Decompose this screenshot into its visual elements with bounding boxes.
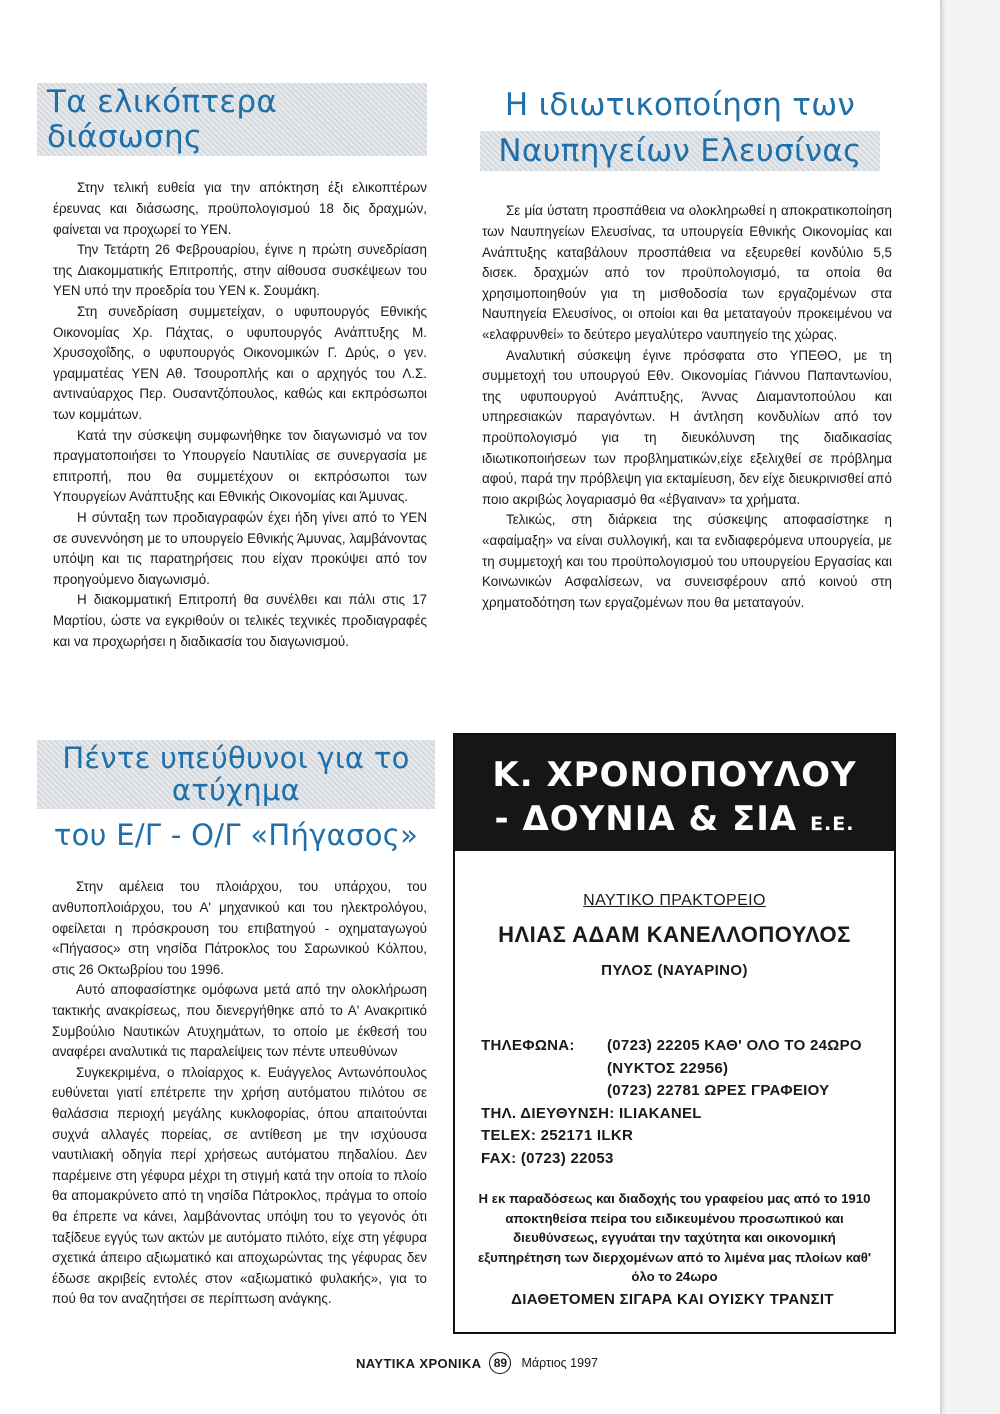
advert-agent-name: ΗΛΙΑΣ ΑΔΑΜ ΚΑΝΕΛΛΟΠΟΥΛΟΣ (498, 922, 851, 947)
footer-magazine-name: ΝΑΥΤΙΚΑ ΧΡΟΝΙΚΑ (356, 1355, 482, 1371)
paragraph: Στην αμέλεια του πλοιάρχου, του υπάρχου, του ανθυποπλοιάρχου, του Α' μηχανικού και του ηλεκτρολόγου, οφείλεται η πρόσκρουση του επιβατηγού - οχηματαγωγού «Πήγασος» στη νησίδα Πάτροκλος του Σαρωνικού Κόλπου, στις 26 Οκτωβρίου του 1996. (52, 879, 427, 977)
article-helicopters-title: Τα ελικόπτερα διάσωσης (37, 83, 427, 156)
shipping-agency-advert (453, 733, 896, 1334)
paragraph: Κατά την σύσκεψη συμφωνήθηκε τον διαγωνισμό να τον πραγματοποιήσει το Υπουργείο Ναυτιλίας σε συνεργασία με επιτροπή, που θα συμμετέχουν οι εκπρόσωποι των Υπουργείων Ανάπτυξης και Εθνικής Οικονομίας και Άμυνας. (53, 427, 427, 505)
paragraph: Στην τελική ευθεία για την απόκτηση έξι ελικοπτέρων έρευνας και διάσωσης, προϋπολογισμού 18 δις δραχμών, φαίνεται να προχωρεί το ΥΕΝ. (53, 180, 427, 237)
advert-phone3: (0723) 22781 ΩΡΕΣ ΓΡΑΦΕΙΟΥ (607, 1082, 830, 1099)
advert-phone1: (0723) 22205 ΚΑΘ' ΟΛΟ ΤΟ 24ΩΡΟ (607, 1037, 862, 1054)
advert-company-banner (455, 735, 894, 851)
article-shipyards-body (460, 201, 892, 613)
paragraph: Σε μία ύστατη προσπάθεια να ολοκληρωθεί η αποκρατικοποίηση των Ναυπηγείων Ελευσίνας, τα υπουργεία Εθνικής Οικονομίας και Ανάπτυξης καταβάλουν προσπάθεια να εξευρεθεί κονδύλιο 5,5 δισεκ. δραχμών από τον προϋπολογισμό, τα οποία θα χρησιμοποιηθούν για τη μισθοδοσία των εργαζομένων στα Ναυπηγεία Ελευσίνος, οι οποίοι και θα μεταταγούν προκειμένου να «ελαφρυνθεί» το δεύτερο μεγαλύτερο ναυπηγείο της χώρας. (482, 203, 892, 342)
advert-agency: ΝΑΥΤΙΚΟ ΠΡΑΚΤΟΡΕΙΟ (583, 892, 766, 909)
article-pegasus-title-line1: Πέντε υπεύθυνοι για το ατύχημα (37, 740, 435, 809)
paragraph: Στη συνεδρίαση συμμετείχαν, ο υφυπουργός Εθνικής Οικονομίας Χρ. Πάχτας, ο υφυπουργός Ανάπτυξης Μ. Χρυσοχοΐδης, ο υφυπουργός Οικονομικών Γ. Δρύς, ο γεν. γραμματέας ΥΕΝ Αθ. Τσουροπλής και ο αρχηγός του Λ.Σ. αντιναύαρχος Περ. Ουσαντζόπουλος, καθώς και εκπρόσωποι των κομμάτων. (53, 304, 427, 422)
article-shipyards-title-line1: Η ιδιωτικοποίηση των (504, 87, 856, 123)
footer-page-number: 89 (489, 1352, 511, 1374)
advert-phones-label: ΤΗΛΕΦΩΝΑ: (481, 1037, 575, 1054)
paragraph: Τελικώς, στη διάρκεια της σύσκεψης αποφασίστηκε η «αφαίμαξη» να είναι συλλογική, και τα ενδιαφερόμενα υπουργεία, με τη συμμετοχή και του προϋπολογισμού του υπουργείου Εργασίας και Κοινωνικών Ασφαλίσεων, να συνεισφέρουν από κοινού στη χρηματοδότηση των εργαζομένων που θα μεταταγούν. (482, 512, 892, 610)
article-pegasus (37, 740, 435, 1310)
advert-phone2: (ΝΥΚΤΟΣ 22956) (607, 1059, 729, 1077)
article-shipyards-title-line2: Ναυπηγείων Ελευσίνας (480, 131, 879, 172)
paragraph: Αυτό αποφασίστηκε ομόφωνα μετά από την ολοκλήρωση τακτικής ανακρίσεως, που διενεργήθηκε από το Α' Ανακριτικό Συμβούλιο Ναυτικών Ατυχημάτων, το οποίο με έκθεσή του αναφέρει αναλυτικά τις παραλείψεις των πέντε υπευθύνων (52, 982, 427, 1060)
advert-fax: FAX: (0723) 22053 (481, 1149, 614, 1167)
advert-telex: TELEX: 252171 ILKR (481, 1127, 634, 1144)
paragraph: Η σύνταξη των προδιαγραφών έχει ήδη γίνει από το ΥΕΝ σε συνεννόηση με το υπουργείο Εθνικής Άμυνας, λαμβάνοντας υπόψη και τις παρατηρήσεις που είχαν προκύψει από τον προηγούμενο διαγωνισμό. (53, 509, 427, 587)
advert-company-line1: Κ. ΧΡΟΝΟΠΟΥΛΟΥ (492, 755, 857, 795)
page-footer (356, 1352, 598, 1374)
paragraph: Αναλυτική σύσκεψη έγινε πρόσφατα στο ΥΠΕΘΟ, με τη συμμετοχή του υπουργού Εθν. Οικονομίας Γιάννου Παπαντωνίου, της υφυπουργού Ανάπτυξης, Άννας Διαμαντοπούλου και υπηρεσιακών παραγόντων. Η άντληση κονδυλίων από τον προϋπολογισμό για τη διευκόλυνση της διαδικασίας ιδιωτικοποιήσεων των προβληματικών,είχε εξελιχθεί σε πρόβλημα αφού, παρά την πρόβλεψη για εκταμίευση, δεν είχε διευκρινισθεί από ποιο ακριβώς λογαριασμό θα «έβγαιναν» τα χρήματα. (482, 347, 892, 507)
advert-telegram: ΤΗΛ. ΔΙΕΥΘΥΝΣΗ: ILIAKANEL (481, 1104, 702, 1122)
article-pegasus-title-line2: του Ε/Γ - Ο/Γ «Πήγασος» (53, 817, 419, 852)
article-helicopters-body (37, 178, 427, 652)
advert-transit: ΔΙΑΘΕΤΟΜΕΝ ΣΙΓΑΡΑ ΚΑΙ ΟΥΙΣΚΥ ΤΡΑΝΣΙΤ (511, 1291, 834, 1308)
advert-location: ΠΥΛΟΣ (ΝΑΥΑΡΙΝΟ) (601, 962, 748, 979)
advert-slogan: Η εκ παραδόσεως και διαδοχής του γραφείου μας από το 1910 αποκτηθείσα πείρα του ειδικευμένου προσωπικού και διευθύνσεως, εγγυάται την ταχύτητα και οικονομική εξυπηρέτηση των διερχομένων από το λιμένα μας πλοίων καθ' όλο το 24ωρο (477, 1191, 872, 1284)
footer-date: Μάρτιος 1997 (521, 1356, 598, 1370)
article-shipyards (460, 88, 900, 613)
article-helicopters (37, 83, 427, 652)
paragraph: Την Τετάρτη 26 Φεβρουαρίου, έγινε η πρώτη συνεδρίαση της Διακομματικής Επιτροπής, στην αίθουσα συσκέψεων του ΥΕΝ υπό την προεδρία του ΥΕΝ κ. Σουμάκη. (53, 242, 427, 299)
paragraph: Συγκεκριμένα, ο πλοίαρχος κ. Ευάγγελος Αντωνόπουλος ευθύνεται γιατί επέτρεπε την χρήση αυτόματου πιλότου σε θαλάσσια περιοχή μεγάλης κυκλοφορίας, όπου απαιτούνται συχνά αλλαγές πορείας, σε αντίθεση με την ισχύουσα ναυτιλιακή οδηγία περί χρήσεως αυτόματου πηδαλίου. Δεν παρέμεινε στη γέφυρα μέχρι τη στιγμή κατά την οποία το πλοίο θα απομακρύνετο από τη νησίδα Πάτροκλος, πράγμα το οποίο θα έπρεπε να κάνει, λαμβάνοντας υπόψη του το γεγονός ότι ταξίδευε εγγύς των ακτών με αυτόματο πιλότο, είχε στη γέφυρα σχετικά άπειρο αξιωματικό και αποχωρώντας της γέφυρας δεν έδωσε ακριβείς εντολές στον «αξιωματικό φυλακής», για το πού θα τον αναζητήσει σε περίπτωση ανάγκης. (52, 1064, 427, 1307)
article-pegasus-body (37, 877, 427, 1309)
paragraph: Η διακομματική Επιτροπή θα συνέλθει και πάλι στις 17 Μαρτίου, ώστε να εγκριθούν οι τελικές τεχνικές προδιαγραφές και να προχωρήσει η διαδικασία του διαγωνισμού. (53, 592, 427, 649)
advert-company-line2: - ΔΟΥΝΙΑ & ΣΙΑ (494, 799, 798, 839)
advert-contacts (481, 1035, 862, 1170)
advert-company-suffix: Ε.Ε. (810, 813, 855, 835)
